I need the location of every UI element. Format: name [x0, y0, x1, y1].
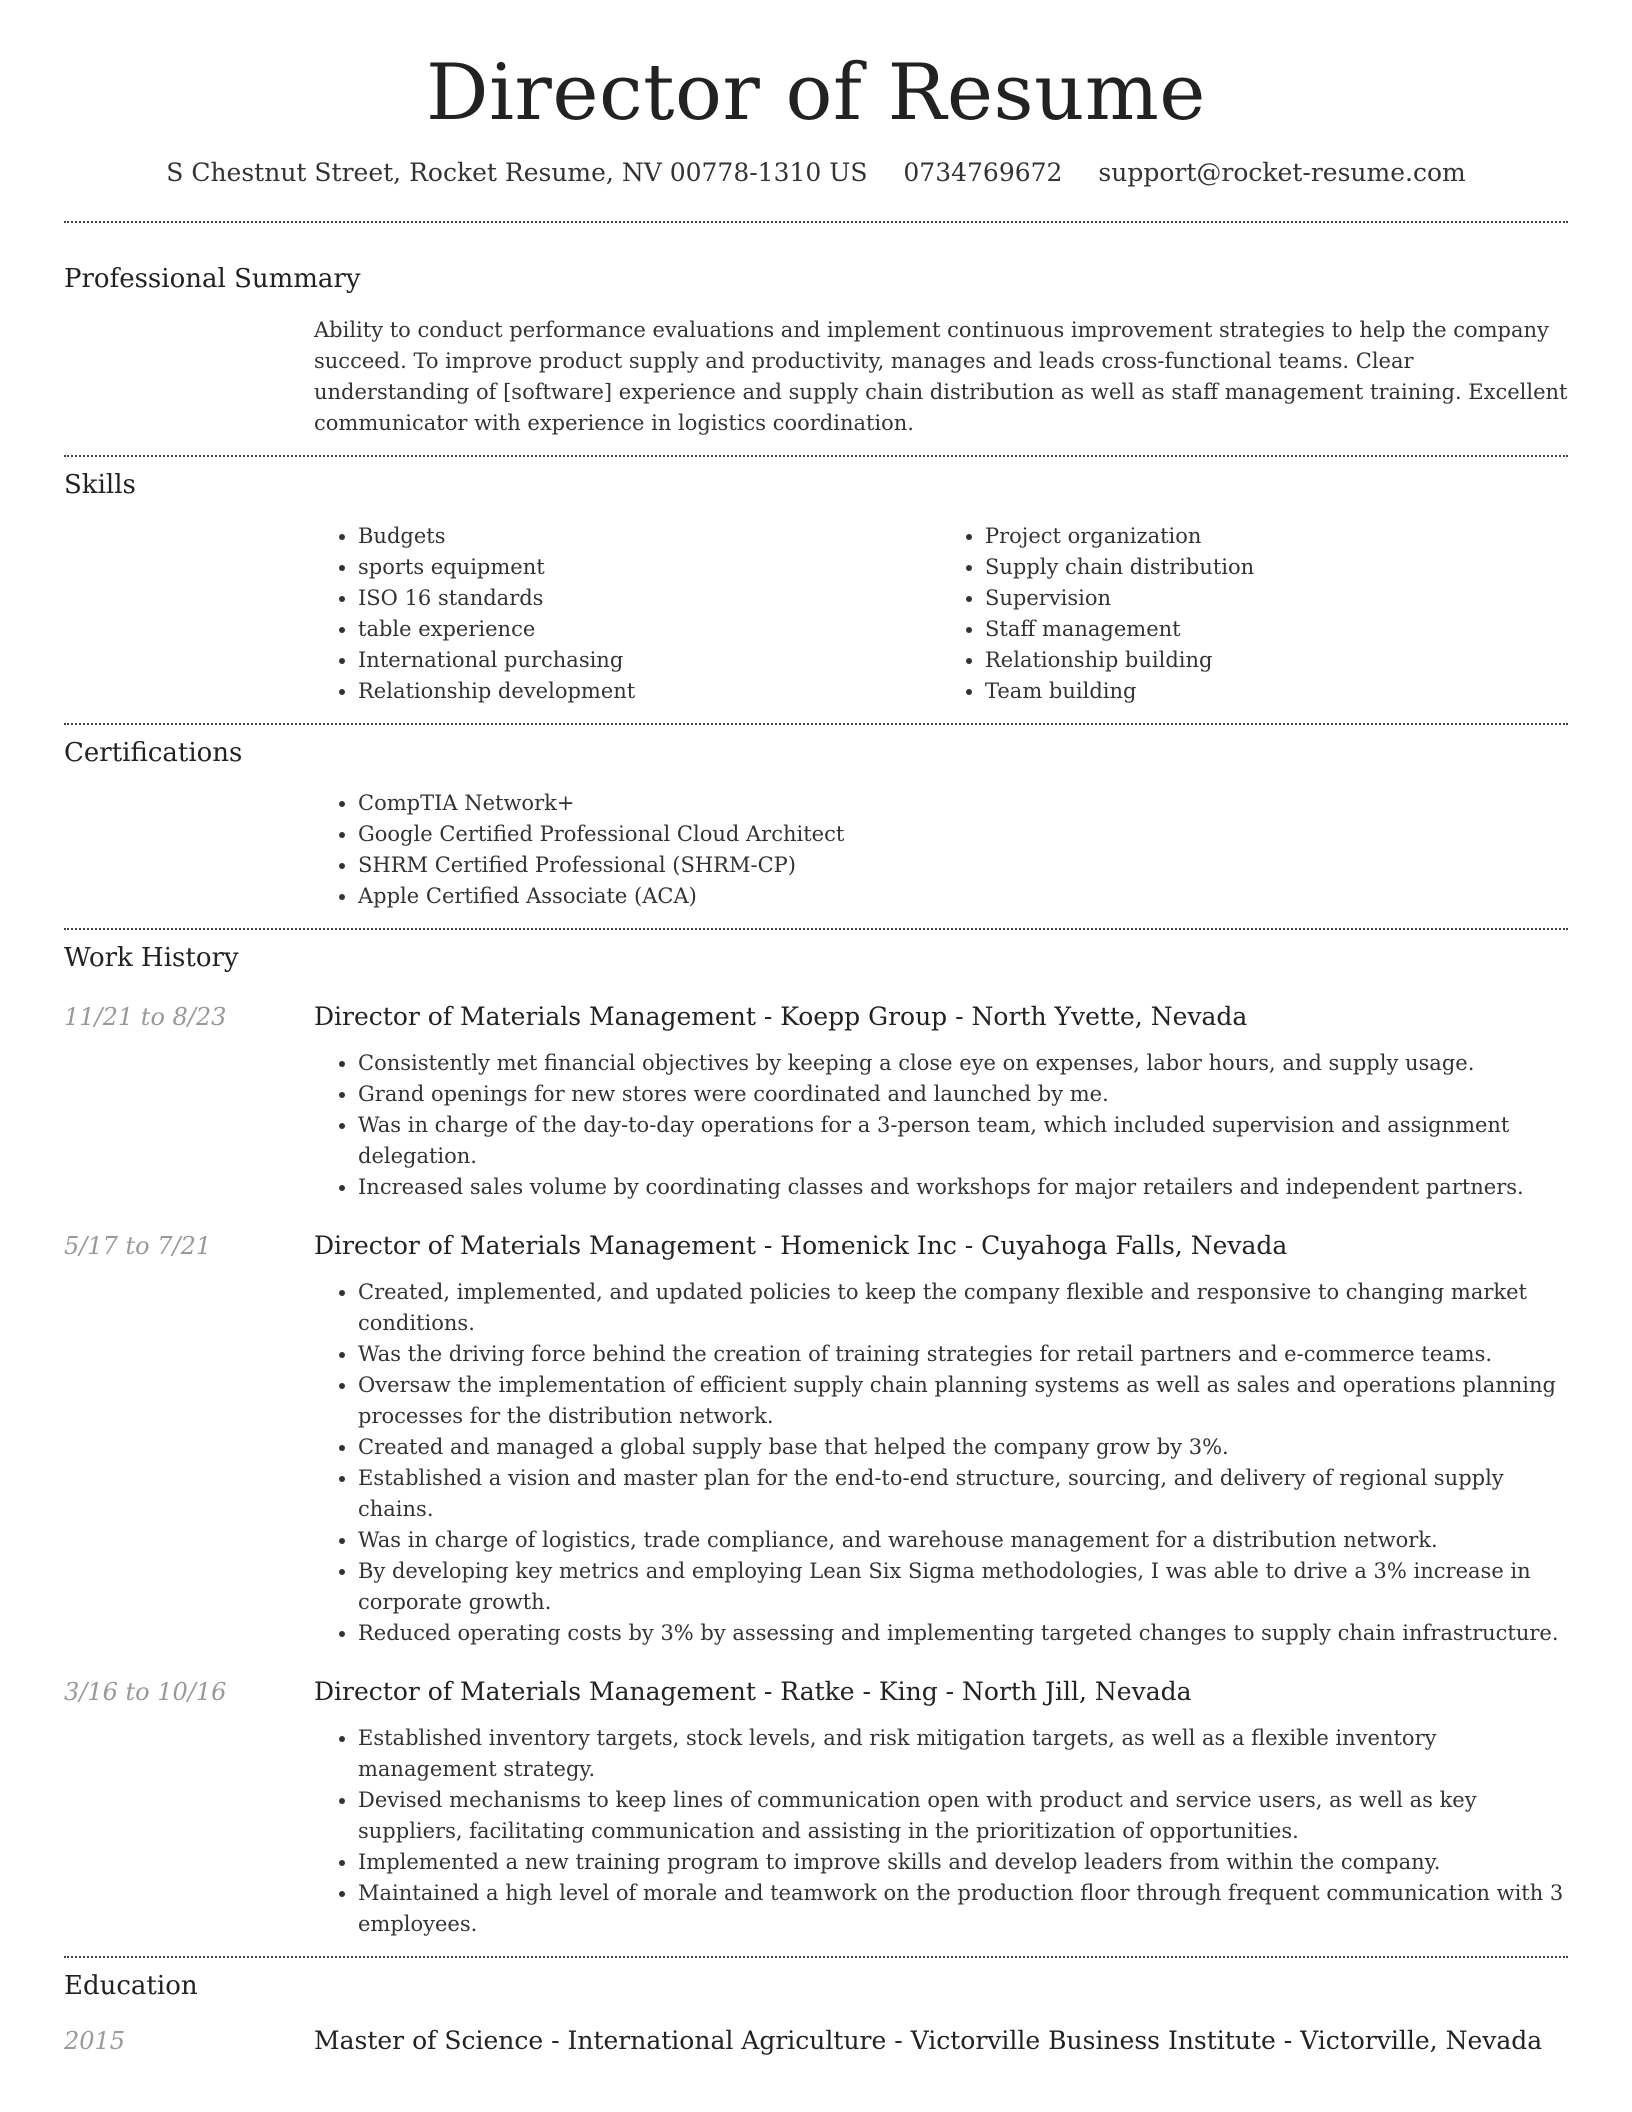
job-bullet: • Reduced operating costs by 3% by assessing and implementing targeted changes to supply chain infrastructure. [358, 1618, 1568, 1649]
job-bullet: • Was in charge of logistics, trade compliance, and warehouse management for a distribution network. [358, 1525, 1568, 1556]
skill-item: • Project organization [985, 521, 1568, 552]
section-title-skills: Skills [64, 469, 136, 500]
job-bullet: • Consistently met financial objectives by keeping a close eye on expenses, labor hours, and supply usage. [358, 1048, 1568, 1079]
job-bullet: • Was in charge of the day-to-day operations for a 3-person team, which included supervision and assignment delegation. [358, 1110, 1568, 1172]
job-bullets [314, 1048, 1568, 1203]
section-title-education: Education [64, 1971, 198, 2002]
skill-item: • International purchasing [358, 645, 941, 676]
job-bullets [314, 1277, 1568, 1649]
certification-item: • CompTIA Network+ [358, 788, 1568, 819]
skill-item: • Relationship building [985, 645, 1568, 676]
skill-item: • Team building [985, 676, 1568, 707]
job-bullet: • Maintained a high level of morale and teamwork on the production floor through frequent communication with 3 employees. [358, 1878, 1568, 1940]
education-year: 2015 [64, 2026, 126, 2055]
section-title-work-history: Work History [64, 943, 239, 974]
job-heading: Director of Materials Management - Ratke - King - North Jill, Nevada [314, 1677, 1192, 1707]
job-dates: 11/21 to 8/23 [64, 1003, 227, 1032]
summary-section [64, 263, 1568, 439]
certifications-list [314, 788, 1568, 912]
certification-item: • SHRM Certified Professional (SHRM-CP) [358, 850, 1568, 881]
contact-email: support@rocket-resume.com [1098, 158, 1466, 187]
education-section [64, 1970, 1568, 2058]
job-heading: Director of Materials Management - Koepp Group - North Yvette, Nevada [314, 1002, 1248, 1032]
job-bullet: • Was the driving force behind the creation of training strategies for retail partners and e-commerce teams. [358, 1339, 1568, 1370]
skills-grid [314, 521, 1568, 707]
skill-item: • Relationship development [358, 676, 941, 707]
job-bullet: • Implemented a new training program to improve skills and develop leaders from within the company. [358, 1847, 1568, 1878]
section-title-certifications: Certifications [64, 737, 243, 768]
resume-page [64, 0, 1568, 2058]
contact-phone: 0734769672 [903, 158, 1063, 187]
job-bullet: • Oversaw the implementation of efficient supply chain planning systems as well as sales and operations planning processes for the distribution network. [358, 1370, 1568, 1432]
job-bullet: • Created, implemented, and updated policies to keep the company flexible and responsive to changing market conditions. [358, 1277, 1568, 1339]
skill-item: • table experience [358, 614, 941, 645]
job-bullet: • Established a vision and master plan for the end-to-end structure, sourcing, and delivery of regional supply chains. [358, 1463, 1568, 1525]
skills-list-left [314, 521, 941, 707]
skill-item: • Budgets [358, 521, 941, 552]
job-entry [64, 1675, 1568, 1940]
skills-list-right [941, 521, 1568, 707]
divider [64, 221, 1568, 223]
education-entry [64, 2024, 1568, 2058]
job-bullet: • Increased sales volume by coordinating classes and workshops for major retailers and independent partners. [358, 1172, 1568, 1203]
skills-section [64, 469, 1568, 707]
job-bullet: • Devised mechanisms to keep lines of communication open with product and service users, as well as key suppliers, facilitating communication and assisting in the prioritization of opportunities. [358, 1785, 1568, 1847]
job-bullet: • Grand openings for new stores were coordinated and launched by me. [358, 1079, 1568, 1110]
skill-item: • Supply chain distribution [985, 552, 1568, 583]
job-heading: Director of Materials Management - Homenick Inc - Cuyahoga Falls, Nevada [314, 1231, 1288, 1261]
contact-address: S Chestnut Street, Rocket Resume, NV 00778-1310 US [166, 158, 868, 187]
job-entry [64, 1000, 1568, 1203]
resume-name: Director of Resume [426, 48, 1206, 138]
work-history-section [64, 942, 1568, 1940]
job-bullet: • By developing key metrics and employing Lean Six Sigma methodologies, I was able to drive a 3% increase in corporate growth. [358, 1556, 1568, 1618]
certifications-section [64, 737, 1568, 913]
summary-text: Ability to conduct performance evaluations and implement continuous improvement strategies to help the company succeed. To improve product supply and productivity, manages and leads cross-functional teams. Clear understanding of [software] experience and supply chain distribution as well as staff management training. Excellent communicator with experience in logistics coordination. [314, 317, 1568, 435]
job-dates: 3/16 to 10/16 [64, 1678, 227, 1707]
divider [64, 928, 1568, 930]
job-bullet: • Established inventory targets, stock levels, and risk mitigation targets, as well as a flexible inventory management strategy. [358, 1723, 1568, 1785]
skill-item: • Supervision [985, 583, 1568, 614]
skill-item: • sports equipment [358, 552, 941, 583]
skill-item: • Staff management [985, 614, 1568, 645]
divider [64, 1956, 1568, 1958]
job-bullets [314, 1723, 1568, 1940]
education-heading: Master of Science - International Agriculture - Victorville Business Institute - Victorville, Nevada [314, 2025, 1543, 2055]
skill-item: • ISO 16 standards [358, 583, 941, 614]
divider [64, 455, 1568, 457]
job-bullet: • Created and managed a global supply base that helped the company grow by 3%. [358, 1432, 1568, 1463]
contact-line [64, 158, 1568, 187]
certification-item: • Apple Certified Associate (ACA) [358, 881, 1568, 912]
certification-item: • Google Certified Professional Cloud Architect [358, 819, 1568, 850]
divider [64, 723, 1568, 725]
section-title-summary: Professional Summary [64, 264, 361, 294]
job-dates: 5/17 to 7/21 [64, 1232, 212, 1261]
job-entry [64, 1229, 1568, 1649]
